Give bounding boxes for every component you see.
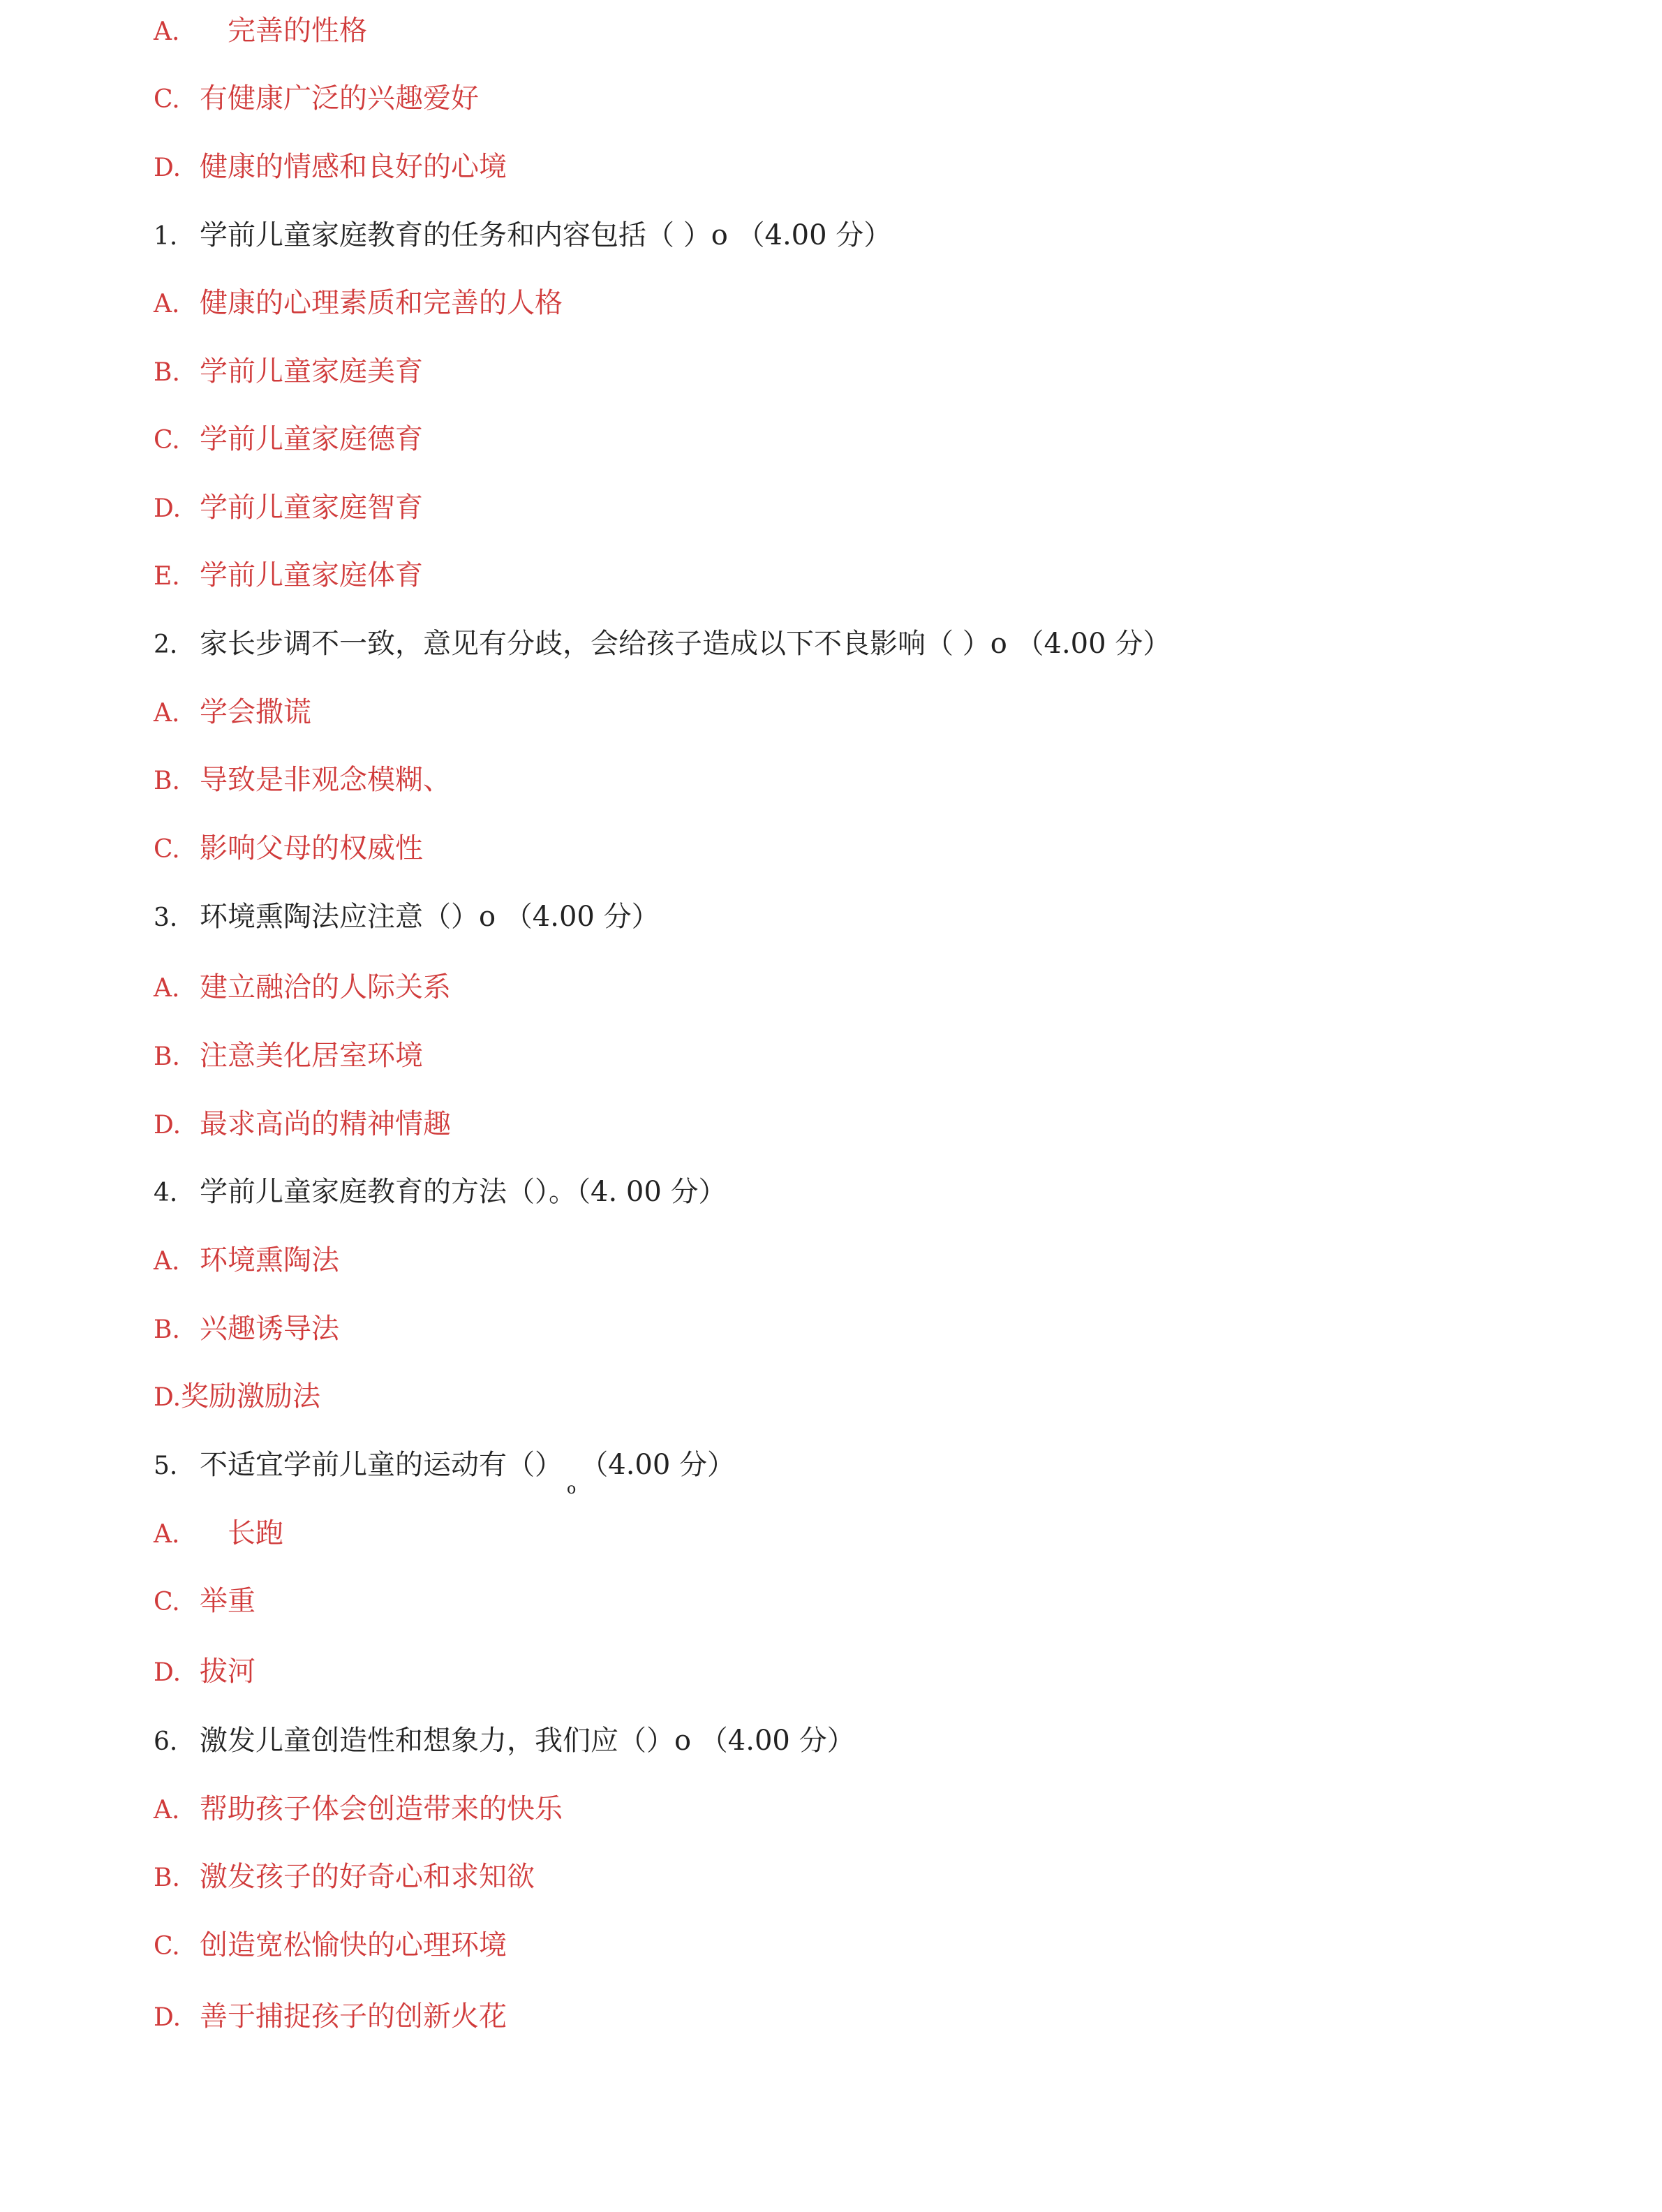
- question-text: 家长步调不一致，意见有分歧，会给孩子造成以下不良影响（ ）o （4.00 分）: [200, 628, 1171, 660]
- option-label: A.: [154, 699, 180, 728]
- question-line: [154, 1444, 736, 1498]
- option-line: [154, 691, 311, 733]
- option-line: [154, 759, 451, 801]
- option-text: 学会撒谎: [200, 696, 311, 728]
- option-line: [154, 10, 367, 52]
- question-text: 激发儿童创造性和想象力，我们应（）o （4.00 分）: [200, 1725, 855, 1757]
- option-line: [154, 146, 507, 188]
- question-line: [154, 623, 1171, 665]
- question-number: 6.: [154, 1727, 178, 1756]
- option-label: B.: [154, 358, 180, 387]
- option-label: A.: [154, 1247, 180, 1276]
- option-text: 举重: [200, 1585, 255, 1617]
- option-line: [154, 966, 451, 1008]
- option-label: A.: [154, 1520, 180, 1549]
- option-text: 激发孩子的好奇心和求知欲: [200, 1861, 535, 1893]
- question-line: [154, 1171, 727, 1213]
- option-text: 兴趣诱导法: [200, 1313, 339, 1345]
- option-text: 学前儿童家庭德育: [200, 423, 423, 455]
- option-text: 完善的性格: [228, 15, 367, 47]
- option-line: [154, 1512, 283, 1554]
- option-text: 帮助孩子体会创造带来的快乐: [200, 1793, 563, 1825]
- question-number: 2.: [154, 631, 178, 659]
- option-label: D.: [154, 2003, 181, 2032]
- option-label: C.: [154, 835, 180, 864]
- question-number: 3.: [154, 904, 178, 932]
- option-line: [154, 1856, 535, 1898]
- question-line: [154, 214, 891, 256]
- option-line: [154, 554, 423, 596]
- option-line: [154, 78, 479, 119]
- option-line: [154, 1308, 339, 1350]
- option-text: 导致是非观念模糊、: [200, 764, 451, 796]
- option-line: [154, 1035, 423, 1077]
- option-text: 学前儿童家庭美育: [200, 355, 423, 388]
- option-label: D.: [154, 1658, 181, 1687]
- option-line: [154, 1239, 339, 1281]
- option-label: C.: [154, 426, 180, 455]
- option-line: [154, 487, 423, 529]
- option-label: B.: [154, 1864, 180, 1892]
- option-label: C.: [154, 1588, 180, 1616]
- option-label: E.: [154, 562, 180, 591]
- option-text: 学前儿童家庭体育: [200, 559, 423, 591]
- option-text: 影响父母的权威性: [200, 832, 423, 864]
- option-text: 健康的情感和良好的心境: [200, 151, 507, 183]
- option-text: 最求高尚的精神情趣: [200, 1108, 451, 1140]
- question-text: 环境熏陶法应注意（）o （4.00 分）: [200, 901, 660, 933]
- question-line: [154, 1720, 855, 1762]
- option-line: [154, 351, 423, 392]
- option-label: A.: [154, 1796, 180, 1824]
- option-label: C.: [154, 85, 180, 114]
- option-line: [154, 282, 563, 324]
- option-label: C.: [154, 1932, 180, 1961]
- option-line: [154, 1788, 563, 1830]
- option-line: [154, 827, 423, 869]
- option-text: 奖励激励法: [181, 1380, 321, 1413]
- option-text: 学前儿童家庭智育: [200, 492, 423, 524]
- option-line: [154, 418, 423, 460]
- option-line: [154, 1924, 507, 1966]
- option-text: 环境熏陶法: [200, 1244, 339, 1276]
- option-label: A.: [154, 290, 180, 318]
- question-text: 学前儿童家庭教育的任务和内容包括（ ）o （4.00 分）: [200, 219, 892, 251]
- option-text: 建立融洽的人际关系: [200, 971, 451, 1003]
- question-text: 学前儿童家庭教育的方法（）。（4. 00 分）: [200, 1176, 727, 1208]
- option-label: B.: [154, 767, 180, 795]
- option-text: 善于捕捉孩子的创新火花: [200, 2000, 507, 2033]
- option-label: D.: [154, 1111, 181, 1140]
- question-score: （4.00 分）: [580, 1449, 736, 1481]
- question-number: 4.: [154, 1179, 178, 1207]
- option-label: D.: [154, 1383, 181, 1412]
- option-label: B.: [154, 1315, 180, 1344]
- option-text: 长跑: [228, 1517, 283, 1549]
- option-label: D.: [154, 154, 181, 182]
- option-label: A.: [154, 974, 180, 1003]
- question-number: 1.: [154, 222, 178, 251]
- option-text: 拔河: [200, 1656, 255, 1688]
- option-line: [154, 1996, 507, 2037]
- option-label: A.: [154, 17, 180, 46]
- option-line: [154, 1376, 320, 1417]
- question-line: [154, 896, 660, 938]
- option-text: 健康的心理素质和完善的人格: [200, 287, 563, 319]
- question-number: 5.: [154, 1452, 178, 1480]
- option-text: 注意美化居室环境: [200, 1040, 423, 1072]
- option-line: [154, 1103, 451, 1145]
- option-text: 创造宽松愉快的心理环境: [200, 1929, 507, 1961]
- option-label: B.: [154, 1042, 180, 1071]
- option-label: D.: [154, 494, 181, 523]
- question-text: 不适宜学前儿童的运动有（）: [200, 1449, 563, 1481]
- option-line: [154, 1580, 255, 1622]
- option-text: 有健康广泛的兴趣爱好: [200, 82, 479, 115]
- option-line: [154, 1651, 255, 1693]
- question-subscript: o: [567, 1480, 577, 1498]
